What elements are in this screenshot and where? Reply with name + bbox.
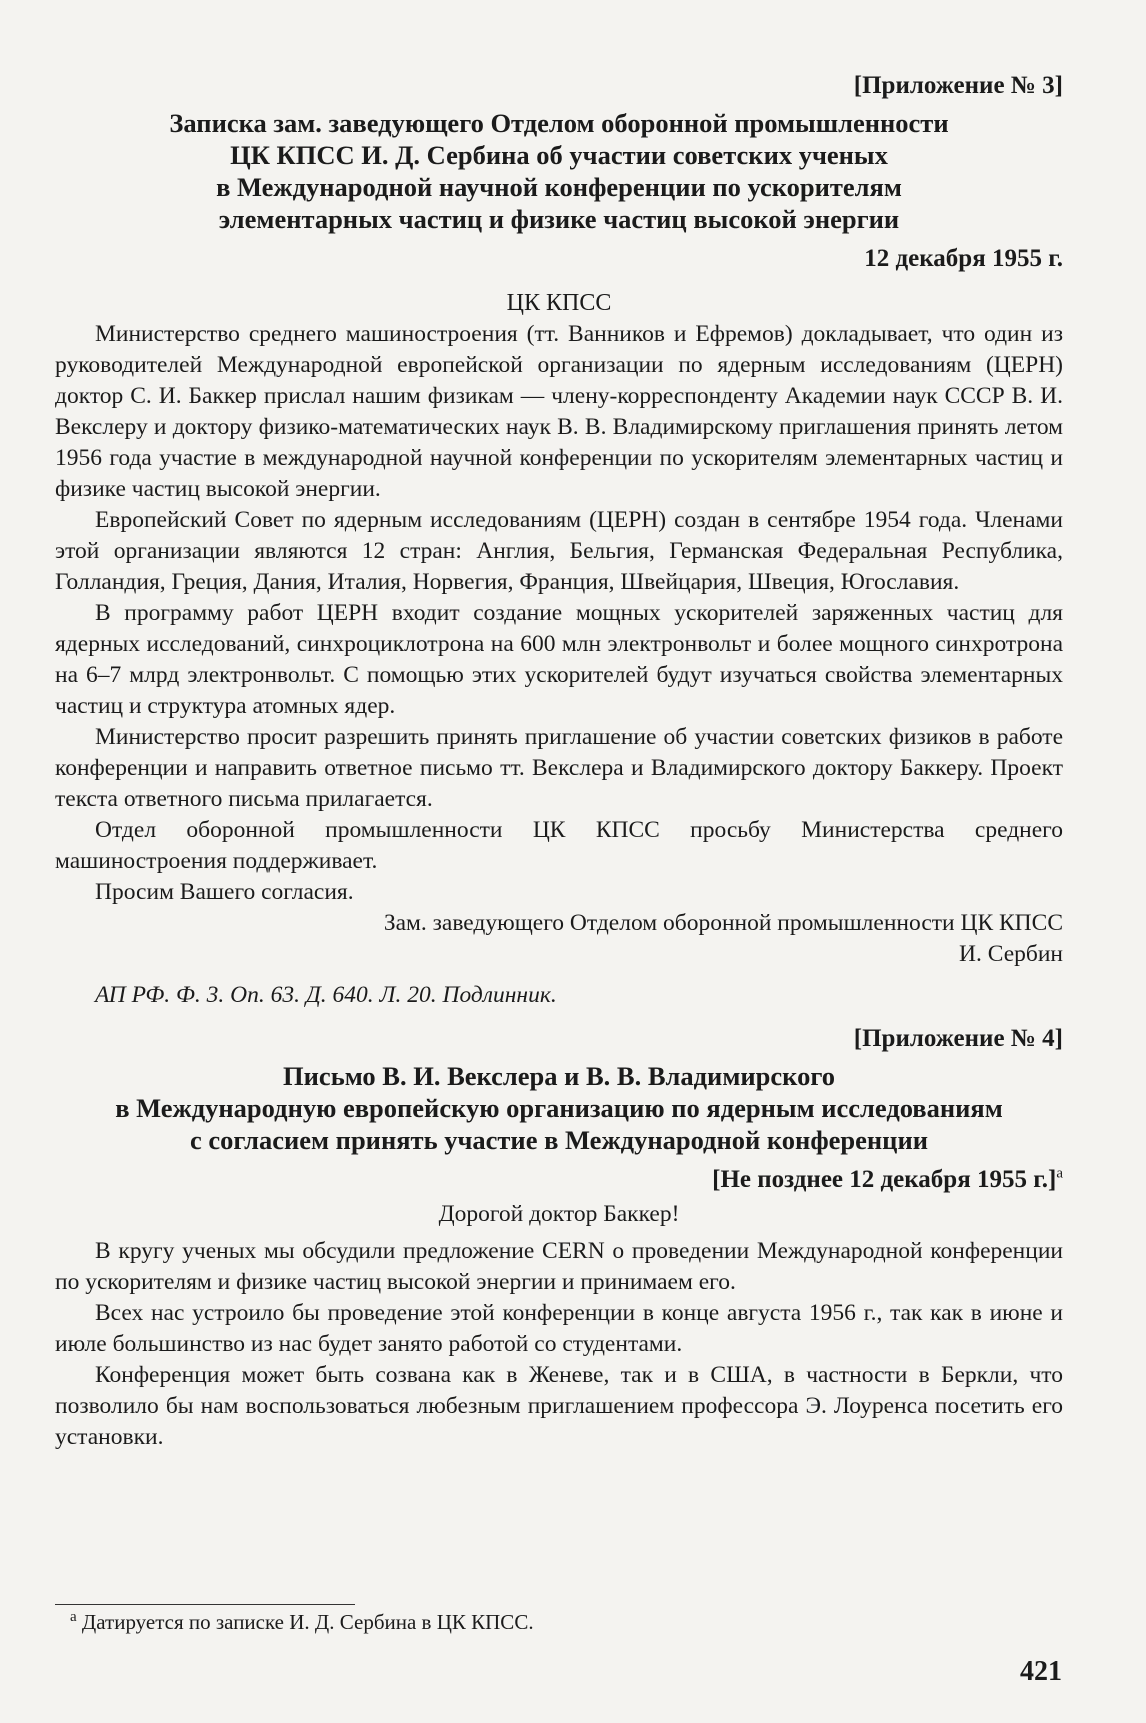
- paragraph: Европейский Совет по ядерным исследованиям (ЦЕРН) создан в сентябре 1954 года. Членами этой организации являются 12 стран: Англия, Бельгия, Германская Федеральная Республика, Голландия, Греция, Дания, Италия, Норвегия, Франция, Швейцария, Швеция, Югославия.: [55, 507, 1063, 595]
- paragraph: Министерство просит разрешить принять приглашение об участии советских физиков в работе конференции и направить ответное письмо тт. Векслера и Владимирского доктору Баккеру. Проект текста ответного письма прилагается.: [55, 724, 1063, 812]
- title-line: Письмо В. И. Векслера и В. В. Владимирского: [283, 1061, 835, 1091]
- footnote-mark: а: [70, 1609, 77, 1625]
- appendix-4-date-text: [Не позднее 12 декабря 1955 г.]: [712, 1166, 1057, 1193]
- paragraph: Просим Вашего согласия.: [95, 879, 354, 905]
- paragraph: Министерство среднего машиностроения (тт. Ванников и Ефремов) докладывает, что один из руководителей Международной европейской организации по ядерным исследованиям (ЦЕРН) доктор С. И. Баккер прислал нашим физикам — члену-корреспонденту Академии наук СССР В. И. Векслеру и доктору физико-математических наук В. В. Владимирскому приглашения принять летом 1956 года участие в международной научной конференции по ускорителям элементарных частиц и физике частиц высокой энергии.: [55, 321, 1063, 502]
- appendix-4-label: [Приложение № 4]: [853, 1025, 1063, 1052]
- title-line: в Международной научной конференции по ускорителям: [216, 172, 902, 202]
- appendix-3-date: 12 декабря 1955 г.: [864, 245, 1063, 272]
- footnote: [70, 1610, 534, 1635]
- appendix-3-label: [Приложение № 3]: [853, 72, 1063, 99]
- footnote-text: Датируется по записке И. Д. Сербина в ЦК КПСС.: [81, 1610, 534, 1634]
- title-line: элементарных частиц и физике частиц высокой энергии: [218, 204, 900, 234]
- page-number: 421: [1020, 1656, 1062, 1687]
- signature-name: И. Сербин: [959, 941, 1063, 967]
- addressee: ЦК КПСС: [506, 290, 612, 316]
- title-line: ЦК КПСС И. Д. Сербина об участии советских ученых: [230, 140, 888, 170]
- appendix-4-title: [55, 1060, 1063, 1156]
- paragraph: Всех нас устроило бы проведение этой конференции в конце августа 1956 г., так как в июне и июле большинство из нас будет занято работой со студентами.: [55, 1300, 1063, 1357]
- paragraph: В кругу ученых мы обсудили предложение CERN о проведении Международной конференции по ускорителям и физике частиц высокой энергии и принимаем его.: [55, 1238, 1063, 1295]
- footnote-mark: а: [1056, 1165, 1063, 1182]
- title-line: в Международную европейскую организацию по ядерным исследованиям: [115, 1093, 1003, 1123]
- archive-source: АП РФ. Ф. 3. Оп. 63. Д. 640. Л. 20. Подлинник.: [95, 982, 557, 1008]
- paragraph: В программу работ ЦЕРН входит создание мощных ускорителей заряженных частиц для ядерных исследований, синхроциклотрона на 600 млн электронвольт и более мощного синхротрона на 6–7 млрд электронвольт. С помощью этих ускорителей будут изучаться свойства элементарных частиц и структура атомных ядер.: [55, 600, 1063, 719]
- title-line: с согласием принять участие в Международной конференции: [190, 1125, 928, 1155]
- appendix-3-title: [55, 107, 1063, 235]
- signature-position: Зам. заведующего Отделом оборонной промышленности ЦК КПСС: [383, 910, 1063, 936]
- page-content: [55, 70, 1063, 1453]
- salutation: Дорогой доктор Баккер!: [438, 1201, 680, 1227]
- title-line: Записка зам. заведующего Отделом оборонной промышленности: [169, 108, 949, 138]
- appendix-4-date: [55, 1164, 1063, 1195]
- paragraph: Отдел оборонной промышленности ЦК КПСС просьбу Министерства среднего машиностроения поддерживает.: [55, 817, 1063, 874]
- paragraph: Конференция может быть созвана как в Женеве, так и в США, в частности в Беркли, что позволило бы нам воспользоваться любезным приглашением профессора Э. Лоуренса посетить его установки.: [55, 1362, 1063, 1450]
- footnote-divider: [55, 1604, 355, 1605]
